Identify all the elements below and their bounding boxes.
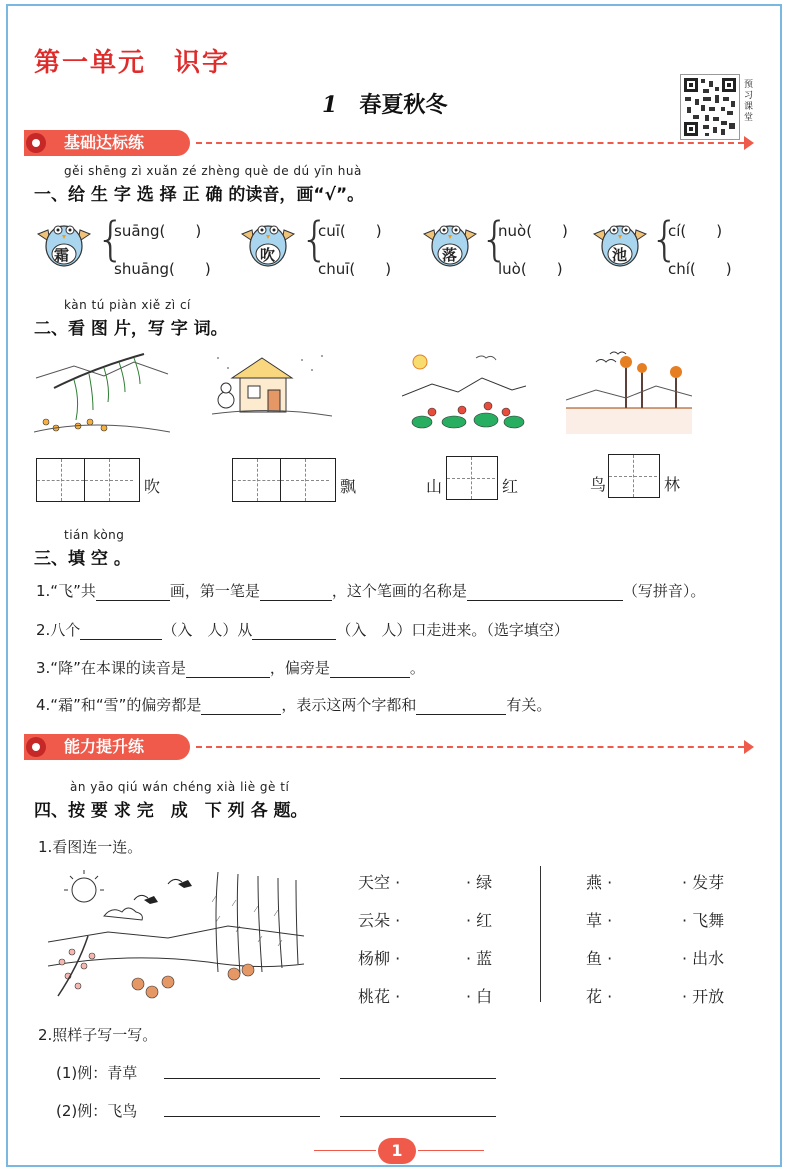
q1-pinyin: gěi shēng zì xuǎn zé zhèng què de dú yīn huà [64, 164, 362, 178]
arrow-right-icon [744, 136, 754, 150]
q1-items [34, 210, 754, 280]
unit-title: 第一单元 识字 [34, 48, 231, 78]
match-item[interactable]: 杨柳 · [358, 949, 401, 968]
lesson-title [322, 88, 447, 119]
section-banner-advanced [0, 734, 760, 760]
match-col-4 [682, 870, 724, 1022]
q1-option[interactable]: luò( ) [498, 260, 563, 278]
match-item[interactable]: · 出水 [682, 949, 725, 968]
match-item[interactable]: · 白 [466, 987, 493, 1006]
q3-line-2 [36, 619, 569, 640]
match-item[interactable]: · 红 [466, 911, 493, 930]
answer-blank[interactable] [416, 698, 506, 715]
mountain-flower-picture [402, 348, 526, 432]
match-item[interactable]: 草 · [586, 911, 613, 930]
example-label: (1)例：青草 [56, 1064, 138, 1082]
match-item[interactable]: · 开放 [682, 987, 725, 1006]
q1-char: 落 [442, 246, 458, 264]
section-tag: 基础达标练 [24, 130, 190, 156]
q3-text: ，偏旁是 [269, 659, 330, 677]
q1-option[interactable]: shuāng( ) [114, 260, 211, 278]
match-item[interactable]: 燕 · [586, 873, 613, 892]
brace: { [480, 212, 510, 266]
q2-pinyin: kàn tú piàn xiě zì cí [64, 298, 191, 312]
match-item[interactable]: 云朵 · [358, 911, 401, 930]
q3-text: 3.“降”在本课的读音是 [36, 659, 186, 677]
grid-hint-char: 山 [426, 477, 443, 496]
q1-char: 吹 [260, 246, 276, 264]
lesson-number: 1 [322, 92, 338, 118]
spring-scene-picture [48, 866, 304, 1006]
section-dot-icon [26, 737, 46, 757]
match-item[interactable]: 桃花 · [358, 987, 401, 1006]
answer-blank[interactable] [340, 1062, 496, 1079]
q4-title: 四、按 要 求 完 成 下 列 各 题。 [34, 801, 308, 821]
q4-pinyin: àn yāo qiú wán chéng xià liè gè tí [70, 780, 290, 794]
match-item[interactable]: 天空 · [358, 873, 401, 892]
q1-char: 霜 [54, 246, 70, 264]
writing-grid[interactable] [446, 456, 498, 500]
q4-sub1: 1.看图连一连。 [38, 838, 143, 856]
grid-hint-char: 飘 [340, 477, 357, 496]
snow-house-picture [212, 348, 332, 426]
qr-label: 预习课堂 [744, 80, 754, 123]
grid-hint-char: 鸟 [590, 475, 607, 494]
arrow-right-icon [744, 740, 754, 754]
writing-grid[interactable] [36, 458, 140, 502]
q3-text: （写拼音）。 [622, 582, 706, 600]
brace: { [96, 212, 126, 266]
brace: { [650, 212, 680, 266]
match-item[interactable]: 花 · [586, 987, 613, 1006]
answer-blank[interactable] [260, 584, 332, 601]
q1-title: 一、给 生 字 选 择 正 确 的读音，画“√”。 [34, 185, 365, 205]
example-label: (2)例：飞鸟 [56, 1102, 138, 1120]
q3-text: （入 人）从 [162, 621, 253, 639]
match-item[interactable]: · 蓝 [466, 949, 493, 968]
q3-text: ，这个笔画的名称是 [331, 582, 467, 600]
page-number: 1 [378, 1138, 416, 1164]
answer-blank[interactable] [80, 623, 162, 640]
section-tag: 能力提升练 [24, 734, 190, 760]
q1-option[interactable]: chí( ) [668, 260, 732, 278]
page-number-rule-left [314, 1150, 376, 1151]
q1-option[interactable]: nuò( ) [498, 222, 568, 240]
q3-text: 画，第一笔是 [169, 582, 260, 600]
dashed-divider [196, 142, 744, 144]
example-line-1 [56, 1062, 137, 1083]
writing-grid[interactable] [232, 458, 336, 502]
q2-title: 二、看 图 片，写 字 词。 [34, 319, 228, 339]
q1-option[interactable]: suāng( ) [114, 222, 202, 240]
answer-blank[interactable] [164, 1062, 320, 1079]
willow-picture [34, 348, 170, 434]
match-col-1 [358, 870, 400, 1022]
column-divider [540, 866, 541, 1002]
q3-text: （入 人）口走进来。（选字填空） [336, 621, 569, 639]
q1-option[interactable]: cí( ) [668, 222, 723, 240]
q1-char: 池 [612, 246, 628, 264]
answer-blank[interactable] [186, 661, 270, 678]
match-item[interactable]: 鱼 · [586, 949, 613, 968]
example-line-2 [56, 1100, 137, 1121]
q1-option[interactable]: cuī( ) [318, 222, 382, 240]
answer-blank[interactable] [467, 584, 623, 601]
q3-pinyin: tián kòng [64, 528, 125, 542]
dashed-divider [196, 746, 744, 748]
answer-blank[interactable] [96, 584, 170, 601]
answer-blank[interactable] [201, 698, 281, 715]
q3-title: 三、填 空 。 [34, 549, 131, 569]
grid-hint-char: 吹 [144, 477, 161, 496]
q3-text: 2.八个 [36, 621, 81, 639]
answer-blank[interactable] [164, 1100, 320, 1117]
answer-blank[interactable] [252, 623, 336, 640]
q3-text: 1.“飞”共 [36, 582, 96, 600]
q4-sub2: 2.照样子写一写。 [38, 1026, 158, 1044]
q1-option[interactable]: chuī( ) [318, 260, 392, 278]
answer-blank[interactable] [340, 1100, 496, 1117]
match-item[interactable]: · 飞舞 [682, 911, 725, 930]
birds-forest-picture [566, 348, 692, 436]
q3-text: 有关。 [506, 696, 552, 714]
match-col-2 [466, 870, 492, 1022]
q3-text: 4.“霜”和“雪”的偏旁都是 [36, 696, 202, 714]
section-dot-icon [26, 133, 46, 153]
page-number-rule-right [418, 1150, 484, 1151]
lesson-name: 春夏秋冬 [359, 93, 448, 118]
answer-blank[interactable] [330, 661, 410, 678]
grid-hint-char: 红 [502, 477, 519, 496]
q3-text: 。 [409, 659, 425, 677]
q3-line-4 [36, 694, 551, 715]
brace: { [300, 212, 330, 266]
section-banner-basic [0, 130, 760, 156]
q3-line-3 [36, 657, 425, 678]
grid-hint-char: 林 [664, 475, 681, 494]
q3-line-1 [36, 580, 705, 601]
match-item[interactable]: · 发芽 [682, 873, 725, 892]
writing-grid[interactable] [608, 454, 660, 498]
match-col-3 [586, 870, 612, 1022]
match-item[interactable]: · 绿 [466, 873, 493, 892]
q3-text: ，表示这两个字都和 [281, 696, 417, 714]
